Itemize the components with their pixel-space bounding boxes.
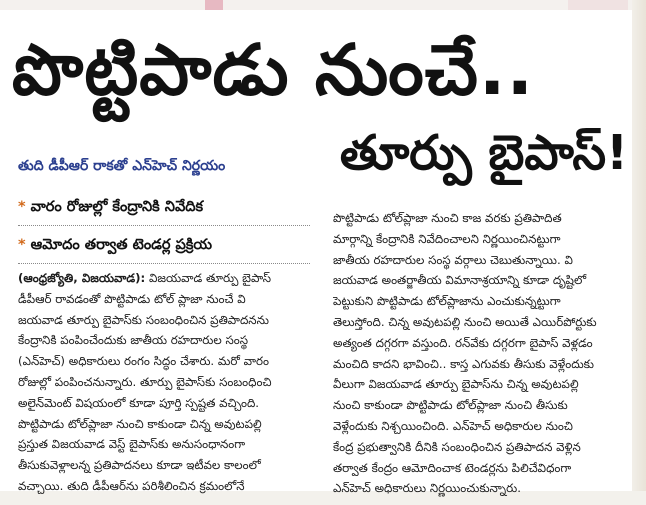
body-line-text: విజయవాడ తూర్పు బైపాస్ [148, 271, 272, 285]
body-line: ప్రస్తుత విజయవాడ వెస్ట్ బైపాస్‌కు అనుసంధానంగా [18, 437, 246, 452]
body-line: పెట్టుకుని పొట్టిపాడు టోల్‌ప్లాజాను ఎంచుకున్నట్టుగా [333, 294, 561, 309]
bullet-text: ఆమోదం తర్వాత టెండర్ల ప్రక్రియ [30, 237, 213, 253]
article-body-right-column [333, 208, 625, 499]
body-line: తీసుకువెళ్లాలన్న ప్రతిపాదనలు కూడా ఇటీవల కాలంలో [18, 458, 261, 473]
dateline: (ఆంధ్రజ్యోతి, విజయవాడ): [18, 271, 146, 285]
paper-right-edge [632, 0, 646, 505]
bullet-text: వారం రోజుల్లో కేంద్రానికి నివేదిక [30, 199, 204, 215]
adjacent-clipping-edge [205, 0, 223, 10]
article-body-left-column [18, 268, 318, 497]
bullet-point [18, 237, 308, 257]
body-line: మార్గాన్ని కేంద్రానికి నివేదించాలని నిర్ణయించినట్టుగా [333, 231, 561, 246]
body-line: మంచిది కాదని భావించి.. కాస్త ఎగువకు తీసుకు వెళ్లేందుకు [333, 356, 594, 371]
body-line: డీపీఆర్ రావడంతో పొట్టిపాడు టోల్ ప్లాజా నుంచే వి [18, 291, 246, 306]
body-line: తర్వాత కేంద్రం ఆమోదించాక టెండర్లను పిలిచేవిధంగా [333, 460, 572, 475]
body-line: కేంద్ర ప్రభుత్వానికి దీనికి సంబంధించిన ప్రతిపాదన వెళ్లిన [333, 439, 581, 454]
body-line: పొట్టిపాడు టోల్‌ప్లాజా నుంచి కాజ వరకు ప్రతిపాదిత [333, 211, 562, 225]
body-line: నుంచి కాకుండా పొట్టిపాడు టోల్‌ప్లాజా నుంచి తీసుకు [333, 398, 568, 413]
body-line: వీలుగా విజయవాడ తూర్పు బైపాస్‌ను చిన్న అవుటపల్లి [333, 377, 579, 392]
body-line: జయవాడ తూర్పు బైపాస్‌కు సంబంధించిన ప్రతిపాదనను [18, 312, 269, 327]
body-line: అలైన్‌మెంట్ విషయంలో కూడా పూర్తి స్పష్టత వచ్చింది. [18, 395, 260, 410]
headline-line-1: పొట్టిపాడు నుంచే.. [12, 29, 535, 111]
top-margin-strip [0, 0, 646, 10]
body-line: వచ్చాయి. తుది డీపీఆర్‌ను పరిశీలించిన క్రమంలోనే [18, 478, 245, 493]
adjacent-clipping-edge-right [568, 0, 628, 10]
body-line: జాతీయ రహదారుల సంస్థ వర్గాలు చెబుతున్నాయి. వి [333, 252, 573, 267]
body-line: వెళ్లేందుకు నిశ్చయించింది. ఎన్‌హెచ్ అధికారుల నుంచి [333, 418, 573, 433]
bullet-point [18, 199, 308, 219]
body-line: ఎన్‌హెచ్ అధికారులు నిర్ణయించుకున్నారు. [333, 481, 521, 496]
star-bullet-icon: * [18, 199, 26, 215]
kicker-subheading: తుది డీపీఆర్ రాకతో ఎన్‌హెచ్ నిర్ణయం [18, 158, 226, 174]
body-line: జయవాడ అంతర్జాతీయ విమానాశ్రయాన్ని కూడా దృష్టిలో [333, 273, 587, 288]
body-line: రోజుల్లో పంపించనున్నారు. తూర్పు బైపాస్‌కు సంబంధించి [18, 374, 272, 389]
body-line: (ఎన్‌హెచ్) అధికారులు రంగం సిద్ధం చేశారు. మరో వారం [18, 354, 269, 369]
body-line: తెలుస్తోంది. చిన్న అవుటపల్లి నుంచి అయితే ఎయిర్‌పోర్టుకు [333, 314, 597, 329]
body-line: అత్యంత దగ్గరగా వస్తుంది. రన్‌వేకు దగ్గరగా బైపాస్ వెళ్లడం [333, 335, 593, 350]
body-line [18, 268, 318, 289]
dotted-divider [18, 225, 310, 226]
headline-line-2: తూర్పు బైపాస్! [339, 125, 628, 181]
star-bullet-icon: * [18, 237, 26, 253]
body-line: పొట్టిపాడు టోల్‌ప్లాజా నుంచి కాకుండా చిన్న అవుటపల్లి [18, 416, 262, 431]
body-line: కేంద్రానికి పంపించేందుకు జాతీయ రహదారుల సంస్థ [18, 333, 248, 348]
dotted-divider [18, 263, 310, 264]
